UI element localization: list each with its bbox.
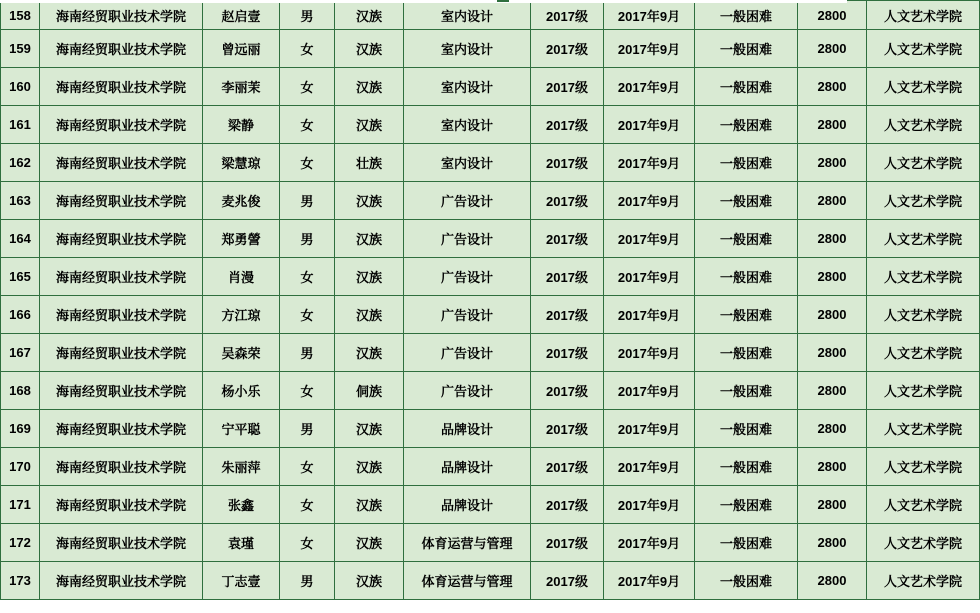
cell-ethnic: 汉族 — [335, 30, 404, 68]
cell-school: 海南经贸职业技术学院 — [40, 30, 203, 68]
cell-grade: 2017级 — [531, 334, 604, 372]
cell-ethnic: 汉族 — [335, 296, 404, 334]
cell-school: 海南经贸职业技术学院 — [40, 258, 203, 296]
cell-amount: 2800 — [798, 296, 867, 334]
cell-gender: 女 — [280, 106, 335, 144]
cell-gender: 女 — [280, 524, 335, 562]
cell-grade: 2017级 — [531, 258, 604, 296]
cell-amount: 2800 — [798, 486, 867, 524]
cell-date: 2017年9月 — [604, 372, 695, 410]
cell-index: 163 — [1, 182, 40, 220]
cell-grade: 2017级 — [531, 486, 604, 524]
cell-index: 172 — [1, 524, 40, 562]
cell-amount: 2800 — [798, 258, 867, 296]
cell-ethnic: 汉族 — [335, 524, 404, 562]
cell-date: 2017年9月 — [604, 334, 695, 372]
cell-dept: 人文艺术学院 — [867, 372, 980, 410]
cell-level: 一般困难 — [695, 562, 798, 600]
cell-grade: 2017级 — [531, 182, 604, 220]
cell-amount: 2800 — [798, 106, 867, 144]
cell-grade: 2017级 — [531, 296, 604, 334]
cell-school: 海南经贸职业技术学院 — [40, 182, 203, 220]
cell-gender: 女 — [280, 30, 335, 68]
cell-ethnic: 汉族 — [335, 68, 404, 106]
cell-ethnic: 汉族 — [335, 106, 404, 144]
cell-gender: 女 — [280, 486, 335, 524]
cell-index: 167 — [1, 334, 40, 372]
cell-date: 2017年9月 — [604, 220, 695, 258]
cell-gender: 男 — [280, 334, 335, 372]
cell-dept: 人文艺术学院 — [867, 562, 980, 600]
table-row — [1, 1, 980, 30]
cell-level: 一般困难 — [695, 1, 798, 30]
cell-level: 一般困难 — [695, 220, 798, 258]
table-row — [1, 106, 980, 144]
cell-name: 宁平聪 — [203, 410, 280, 448]
cell-grade: 2017级 — [531, 410, 604, 448]
cell-amount: 2800 — [798, 372, 867, 410]
cell-index: 159 — [1, 30, 40, 68]
cell-school: 海南经贸职业技术学院 — [40, 562, 203, 600]
cell-dept: 人文艺术学院 — [867, 106, 980, 144]
cell-school: 海南经贸职业技术学院 — [40, 106, 203, 144]
cell-index: 168 — [1, 372, 40, 410]
cell-level: 一般困难 — [695, 296, 798, 334]
table-top-edge — [0, 0, 847, 3]
cell-major: 室内设计 — [404, 1, 531, 30]
cell-ethnic: 侗族 — [335, 372, 404, 410]
cell-index: 158 — [1, 1, 40, 30]
cell-gender: 女 — [280, 296, 335, 334]
cell-dept: 人文艺术学院 — [867, 1, 980, 30]
cell-date: 2017年9月 — [604, 524, 695, 562]
cell-major: 广告设计 — [404, 220, 531, 258]
cell-index: 160 — [1, 68, 40, 106]
cell-grade: 2017级 — [531, 524, 604, 562]
cell-level: 一般困难 — [695, 144, 798, 182]
cell-school: 海南经贸职业技术学院 — [40, 220, 203, 258]
cell-amount: 2800 — [798, 334, 867, 372]
cell-grade: 2017级 — [531, 1, 604, 30]
cell-name: 梁静 — [203, 106, 280, 144]
cell-index: 170 — [1, 448, 40, 486]
cell-name: 丁志壹 — [203, 562, 280, 600]
cell-dept: 人文艺术学院 — [867, 68, 980, 106]
cell-gender: 女 — [280, 372, 335, 410]
cell-dept: 人文艺术学院 — [867, 182, 980, 220]
cell-dept: 人文艺术学院 — [867, 448, 980, 486]
cell-index: 161 — [1, 106, 40, 144]
table-row — [1, 296, 980, 334]
table-row — [1, 144, 980, 182]
cell-index: 162 — [1, 144, 40, 182]
cell-amount: 2800 — [798, 30, 867, 68]
cell-gender: 男 — [280, 1, 335, 30]
cell-ethnic: 汉族 — [335, 486, 404, 524]
cell-date: 2017年9月 — [604, 144, 695, 182]
cell-name: 赵启壹 — [203, 1, 280, 30]
cell-school: 海南经贸职业技术学院 — [40, 410, 203, 448]
cell-name: 朱丽萍 — [203, 448, 280, 486]
cell-level: 一般困难 — [695, 30, 798, 68]
cell-amount: 2800 — [798, 1, 867, 30]
cell-name: 郑勇謍 — [203, 220, 280, 258]
cell-amount: 2800 — [798, 68, 867, 106]
cell-gender: 男 — [280, 220, 335, 258]
cell-school: 海南经贸职业技术学院 — [40, 372, 203, 410]
table-row — [1, 30, 980, 68]
cell-gender: 女 — [280, 144, 335, 182]
cell-grade: 2017级 — [531, 448, 604, 486]
cell-major: 室内设计 — [404, 106, 531, 144]
cell-level: 一般困难 — [695, 258, 798, 296]
cell-ethnic: 汉族 — [335, 562, 404, 600]
cell-ethnic: 壮族 — [335, 144, 404, 182]
table-row — [1, 372, 980, 410]
cell-amount: 2800 — [798, 220, 867, 258]
cell-name: 杨小乐 — [203, 372, 280, 410]
cell-name: 曾远丽 — [203, 30, 280, 68]
cell-date: 2017年9月 — [604, 68, 695, 106]
cell-school: 海南经贸职业技术学院 — [40, 144, 203, 182]
cell-dept: 人文艺术学院 — [867, 30, 980, 68]
cell-major: 室内设计 — [404, 144, 531, 182]
cell-school: 海南经贸职业技术学院 — [40, 524, 203, 562]
cell-level: 一般困难 — [695, 372, 798, 410]
cell-grade: 2017级 — [531, 220, 604, 258]
cell-dept: 人文艺术学院 — [867, 220, 980, 258]
cell-major: 广告设计 — [404, 182, 531, 220]
cell-index: 169 — [1, 410, 40, 448]
cell-ethnic: 汉族 — [335, 448, 404, 486]
cell-name: 梁慧琼 — [203, 144, 280, 182]
cell-amount: 2800 — [798, 562, 867, 600]
cell-major: 室内设计 — [404, 30, 531, 68]
cell-ethnic: 汉族 — [335, 410, 404, 448]
cell-school: 海南经贸职业技术学院 — [40, 334, 203, 372]
cell-name: 肖漫 — [203, 258, 280, 296]
cell-grade: 2017级 — [531, 144, 604, 182]
cell-ethnic: 汉族 — [335, 1, 404, 30]
cell-school: 海南经贸职业技术学院 — [40, 296, 203, 334]
cell-dept: 人文艺术学院 — [867, 258, 980, 296]
cell-date: 2017年9月 — [604, 258, 695, 296]
cell-level: 一般困难 — [695, 182, 798, 220]
cell-date: 2017年9月 — [604, 410, 695, 448]
cell-ethnic: 汉族 — [335, 182, 404, 220]
cell-date: 2017年9月 — [604, 106, 695, 144]
cell-index: 173 — [1, 562, 40, 600]
cell-date: 2017年9月 — [604, 1, 695, 30]
cell-level: 一般困难 — [695, 334, 798, 372]
cell-ethnic: 汉族 — [335, 258, 404, 296]
cell-index: 165 — [1, 258, 40, 296]
cell-gender: 男 — [280, 562, 335, 600]
cell-date: 2017年9月 — [604, 182, 695, 220]
cell-index: 166 — [1, 296, 40, 334]
table-row — [1, 410, 980, 448]
cell-grade: 2017级 — [531, 372, 604, 410]
cell-major: 品牌设计 — [404, 448, 531, 486]
cell-grade: 2017级 — [531, 562, 604, 600]
cell-name: 李丽茉 — [203, 68, 280, 106]
cell-dept: 人文艺术学院 — [867, 410, 980, 448]
cell-major: 体育运营与管理 — [404, 562, 531, 600]
cell-dept: 人文艺术学院 — [867, 524, 980, 562]
cell-level: 一般困难 — [695, 486, 798, 524]
cell-dept: 人文艺术学院 — [867, 144, 980, 182]
cell-school: 海南经贸职业技术学院 — [40, 448, 203, 486]
cell-school: 海南经贸职业技术学院 — [40, 1, 203, 30]
table-row — [1, 524, 980, 562]
cell-amount: 2800 — [798, 144, 867, 182]
cell-date: 2017年9月 — [604, 448, 695, 486]
cell-gender: 女 — [280, 68, 335, 106]
cell-grade: 2017级 — [531, 30, 604, 68]
table-row — [1, 258, 980, 296]
cell-name: 方江琼 — [203, 296, 280, 334]
cell-grade: 2017级 — [531, 68, 604, 106]
cell-major: 体育运营与管理 — [404, 524, 531, 562]
cell-gender: 女 — [280, 258, 335, 296]
cell-major: 广告设计 — [404, 372, 531, 410]
cell-gender: 女 — [280, 448, 335, 486]
cell-gender: 男 — [280, 410, 335, 448]
cell-ethnic: 汉族 — [335, 220, 404, 258]
cell-level: 一般困难 — [695, 106, 798, 144]
cell-major: 品牌设计 — [404, 410, 531, 448]
table-row — [1, 68, 980, 106]
table-row — [1, 220, 980, 258]
table-row — [1, 334, 980, 372]
table-row — [1, 562, 980, 600]
cell-level: 一般困难 — [695, 524, 798, 562]
cell-major: 广告设计 — [404, 334, 531, 372]
cell-level: 一般困难 — [695, 448, 798, 486]
cell-amount: 2800 — [798, 448, 867, 486]
cell-gender: 男 — [280, 182, 335, 220]
cell-major: 品牌设计 — [404, 486, 531, 524]
cell-major: 室内设计 — [404, 68, 531, 106]
cell-major: 广告设计 — [404, 258, 531, 296]
cell-school: 海南经贸职业技术学院 — [40, 68, 203, 106]
cell-amount: 2800 — [798, 524, 867, 562]
table-row — [1, 182, 980, 220]
cell-date: 2017年9月 — [604, 486, 695, 524]
cell-ethnic: 汉族 — [335, 334, 404, 372]
cell-name: 麦兆俊 — [203, 182, 280, 220]
table-top-edge-nub — [497, 0, 509, 2]
cell-name: 袁瑾 — [203, 524, 280, 562]
cell-dept: 人文艺术学院 — [867, 334, 980, 372]
cell-amount: 2800 — [798, 410, 867, 448]
cell-index: 164 — [1, 220, 40, 258]
cell-level: 一般困难 — [695, 68, 798, 106]
cell-dept: 人文艺术学院 — [867, 296, 980, 334]
table-row — [1, 486, 980, 524]
cell-amount: 2800 — [798, 182, 867, 220]
cell-index: 171 — [1, 486, 40, 524]
table-body — [1, 1, 980, 600]
table-row — [1, 448, 980, 486]
cell-name: 吴森荣 — [203, 334, 280, 372]
cell-dept: 人文艺术学院 — [867, 486, 980, 524]
cell-grade: 2017级 — [531, 106, 604, 144]
cell-school: 海南经贸职业技术学院 — [40, 486, 203, 524]
cell-date: 2017年9月 — [604, 562, 695, 600]
cell-major: 广告设计 — [404, 296, 531, 334]
cell-date: 2017年9月 — [604, 296, 695, 334]
cell-name: 张鑫 — [203, 486, 280, 524]
cell-level: 一般困难 — [695, 410, 798, 448]
cell-date: 2017年9月 — [604, 30, 695, 68]
